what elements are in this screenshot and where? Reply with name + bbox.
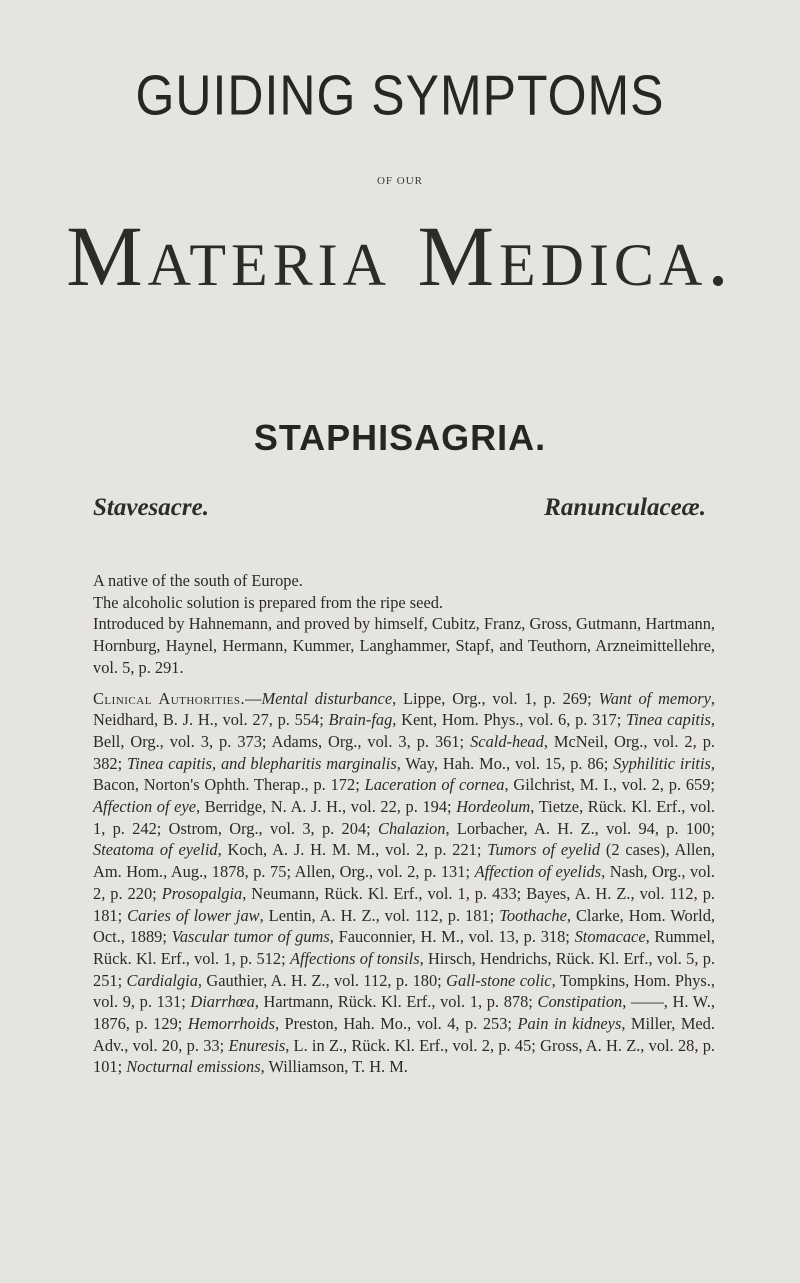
clinical-reference: , Lorbacher, A. H. Z., vol. 94, p. 100; — [445, 818, 715, 838]
clinical-condition: Constipation — [537, 992, 623, 1012]
clinical-heading: Clinical Authorities. — [93, 688, 246, 708]
clinical-condition: Tumors of eyelid — [487, 840, 601, 860]
title-materia-medica: Materia Medica. — [66, 208, 734, 304]
clinical-condition: Tinea capitis, and blepharitis marginalis — [127, 753, 397, 773]
clinical-condition: Scald-head — [470, 731, 544, 751]
clinical-condition: Toothache — [499, 905, 567, 925]
clinical-condition: Nocturnal emissions — [126, 1057, 261, 1077]
clinical-authorities-paragraph: Clinical Authorities.—Mental disturbance, Lippe, Org., vol. 1, p. 269; Want of memory, Neidhard, B. J. H., vol. 27, p. 554; Brain-fag, Kent, Hom. Phys., vol. 6, p. 317; Tinea capitis, Bell, Org., vol. 3, p. 373; Adams, Org., vol. 3, p. 361; Scald-head, McNeil, Org., vol. 2, p. 382; Tinea capitis, and blepharitis marginalis, Way, Hah. Mo., vol. 15, p. 86; Syphilitic iritis, Bacon, Norton's Ophth. Therap., p. 172; Laceration of cornea, Gilchrist, M. I., vol. 2, p. 659; Affection of eye, Berridge, N. A. J. H., vol. 22, p. 194; Hordeolum, Tietze, Rück. Kl. Erf., vol. 1, p. 242; Ostrom, Org., vol. 3, p. 204; Chalazion, Lorbacher, A. H. Z., vol. 94, p. 100; Steatoma of eyelid, Koch, A. J. H. M. M., vol. 2, p. 221; Tumors of eyelid (2 cases), Allen, Am. Hom., Aug., 1878, p. 75; Allen, Org., vol. 2, p. 131; Affection of eyelids, Nash, Org., vol. 2, p. 220; Prosopalgia, Neumann, Rück. Kl. Erf., vol. 1, p. 433; Bayes, A. H. Z., vol. 112, p. 181; Caries of lower jaw, Lentin, A. H. Z., vol. 112, p. 181; Toothache, Clarke, Hom. World, Oct., 1889; Vascular tumor of gums, Fauconnier, H. M., vol. 13, p. 318; Stomacace, Rummel, Rück. Kl. Erf., vol. 1, p. 512; Affections of tonsils, Hirsch, Hendrichs, Rück. Kl. Erf., vol. 5, p. 251; Cardialgia, Gauthier, A. H. Z., vol. 112, p. 180; Gall-stone colic, Tompkins, Hom. Phys., vol. 9, p. 131; Diarrhœa, Hartmann, Rück. Kl. Erf., vol. 1, p. 878; Constipation, ——, H. W., 1876, p. 129; Hemorrhoids, Preston, Hah. Mo., vol. 4, p. 253; Pain in kidneys, Miller, Med. Adv., vol. 20, p. 33; Enuresis, L. in Z., Rück. Kl. Erf., vol. 2, p. 45; Gross, A. H. Z., vol. 28, p. 101; Nocturnal emissions, Williamson, T. H. M. — [93, 688, 716, 1077]
clinical-reference: , Hirsch, Hendrichs, Rück. Kl. Erf., vol. 5, p. 251; — [93, 948, 715, 990]
title-guiding-symptoms: GUIDING SYMPTOMS — [135, 63, 665, 127]
clinical-condition: Laceration of cornea — [364, 775, 505, 795]
clinical-reference: , Miller, Med. Adv., vol. 20, p. 33; — [93, 1014, 715, 1055]
remedy-subtitle-row — [93, 494, 706, 522]
clinical-condition: Gall-stone colic — [446, 970, 552, 990]
clinical-condition: Steatoma of eyelid — [93, 840, 218, 860]
clinical-reference: , Gauthier, A. H. Z., vol. 112, p. 180; — [197, 970, 447, 990]
clinical-condition: Caries of lower jaw — [127, 905, 260, 925]
clinical-entries — [93, 689, 715, 1077]
clinical-reference: , Neidhard, B. J. H., vol. 27, p. 554; — [93, 688, 715, 730]
clinical-condition: Hemorrhoids — [187, 1014, 275, 1034]
clinical-condition: Syphilitic iritis — [613, 753, 711, 773]
clinical-reference: , Lippe, Org., vol. 1, p. 269; — [392, 688, 599, 708]
clinical-condition: Pain in kidneys — [517, 1014, 622, 1034]
clinical-reference: , Koch, A. J. H. M. M., vol. 2, p. 221; — [217, 840, 488, 860]
clinical-condition: Chalazion — [378, 818, 446, 838]
remedy-family: Ranunculaceæ. — [544, 494, 706, 521]
clinical-reference: , ——, H. W., 1876, p. 129; — [93, 992, 715, 1034]
clinical-reference: , Hartmann, Rück. Kl. Erf., vol. 1, p. 878; — [254, 992, 538, 1012]
clinical-condition: Vascular tumor of gums — [171, 927, 330, 947]
remedy-name: STAPHISAGRIA. — [253, 417, 547, 458]
clinical-condition: Cardialgia — [126, 970, 198, 990]
clinical-reference: , Gilchrist, M. I., vol. 2, p. 659; — [504, 775, 715, 795]
clinical-reference: (2 cases), Allen, Am. Hom., Aug., 1878, p. 75; Allen, Org., vol. 2, p. 131; — [93, 840, 715, 882]
clinical-reference: , McNeil, Org., vol. 2, p. 382; — [93, 731, 715, 773]
clinical-reference: , Berridge, N. A. J. H., vol. 22, p. 194; — [196, 797, 457, 817]
clinical-condition: Diarrhœa — [190, 992, 255, 1012]
clinical-reference: , Bacon, Norton's Ophth. Therap., p. 172; — [93, 753, 715, 795]
clinical-reference: , Neumann, Rück. Kl. Erf., vol. 1, p. 433; Bayes, A. H. Z., vol. 112, p. 181; — [93, 883, 715, 925]
clinical-condition: Tinea capitis — [626, 710, 711, 730]
intro-paragraph: Introduced by Hahnemann, and proved by himself, Cubitz, Franz, Gross, Gutmann, Hartmann, Hornburg, Haynel, Hermann, Kummer, Langhammer, Stapf, and Teuthorn, Arzneimittellehre, vol. 5, p. 291. — [93, 614, 715, 677]
clinical-condition: Mental disturbance — [261, 688, 393, 708]
clinical-condition: Want of memory — [598, 688, 711, 708]
clinical-reference: , Nash, Org., vol. 2, p. 220; — [93, 862, 716, 903]
clinical-reference: , Clarke, Hom. World, Oct., 1889; — [93, 905, 715, 947]
clinical-condition: Brain-fag — [328, 710, 393, 730]
clinical-reference: , Bell, Org., vol. 3, p. 373; Adams, Org., vol. 3, p. 361; — [93, 710, 715, 751]
clinical-condition: Affection of eye — [93, 797, 196, 817]
clinical-reference: , Way, Hah. Mo., vol. 15, p. 86; — [396, 753, 614, 773]
clinical-reference: , Kent, Hom. Phys., vol. 6, p. 317; — [392, 710, 626, 730]
remedy-common-name: Stavesacre. — [93, 494, 209, 521]
clinical-reference: , Tompkins, Hom. Phys., vol. 9, p. 131; — [93, 970, 715, 1012]
clinical-reference: , Fauconnier, H. M., vol. 13, p. 318; — [329, 927, 575, 947]
body-text — [93, 570, 715, 1078]
clinical-reference: , Williamson, T. H. M. — [260, 1057, 408, 1077]
clinical-condition: Affection of eyelids — [474, 862, 602, 882]
intro-line: A native of the south of Europe. — [93, 571, 303, 590]
clinical-reference: , Lentin, A. H. Z., vol. 112, p. 181; — [259, 905, 500, 925]
clinical-condition: Prosopalgia — [161, 883, 243, 903]
title-of-our: OF OUR — [376, 175, 424, 187]
clinical-condition: Enuresis — [228, 1035, 286, 1055]
clinical-reference: , Tietze, Rück. Kl. Erf., vol. 1, p. 242; Ostrom, Org., vol. 3, p. 204; — [93, 797, 716, 838]
clinical-condition: Stomacace — [574, 927, 646, 947]
intro-line: The alcoholic solution is prepared from the ripe seed. — [93, 592, 444, 612]
clinical-reference: , Rummel, Rück. Kl. Erf., vol. 1, p. 512; — [93, 927, 715, 968]
clinical-condition: Hordeolum — [456, 797, 531, 817]
clinical-reference: , L. in Z., Rück. Kl. Erf., vol. 2, p. 45; Gross, A. H. Z., vol. 28, p. 101; — [93, 1035, 716, 1077]
clinical-condition: Affections of tonsils — [289, 948, 420, 968]
clinical-reference: , Preston, Hah. Mo., vol. 4, p. 253; — [274, 1014, 518, 1034]
